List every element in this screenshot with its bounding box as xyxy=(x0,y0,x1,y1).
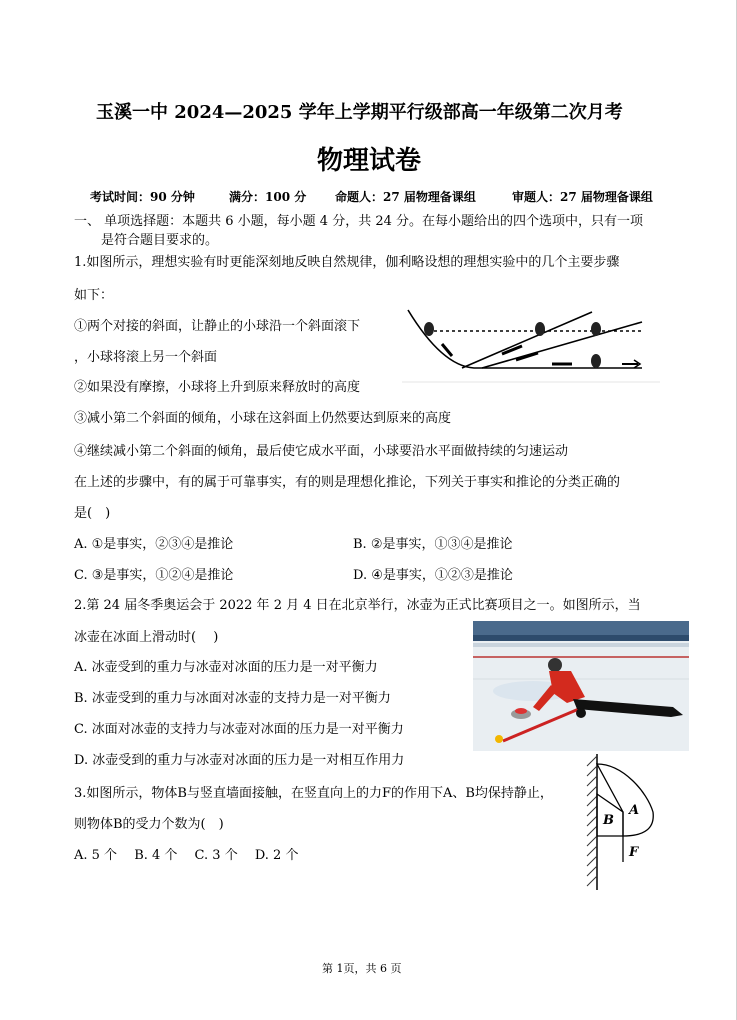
q1-question-line1: 在上述的步骤中，有的属于可靠事实，有的则是理想化推论，下列关于事实和推论的分类正确的 xyxy=(74,475,621,490)
q3-options: A. 5 个 B. 4 个 C. 3 个 D. 2 个 xyxy=(74,848,299,863)
q1-step4: ④继续减小第二个斜面的倾角，最后使它成水平面，小球要沿水平面做持续的匀速运动 xyxy=(74,444,569,459)
q1-step1a: ①两个对接的斜面，让静止的小球沿一个斜面滚下 xyxy=(74,319,361,334)
q1-option-a: A. ①是事实，②③④是推论 xyxy=(74,537,234,552)
reviewer: 审题人：27 届物理备课组 xyxy=(512,190,653,204)
q1-option-b: B. ②是事实，①③④是推论 xyxy=(353,537,513,552)
q1-stem-line2: 如下： xyxy=(74,288,114,303)
q1-question-line2: 是( ) xyxy=(74,506,111,521)
q1-step1b: ，小球将滚上另一个斜面 xyxy=(74,350,218,365)
q3-stem-line1: 3.如图所示，物体B与竖直墙面接触，在竖直向上的力F的作用下A、B均保持静止， xyxy=(74,786,553,801)
q2-stem-line1: 2.第 24 届冬季奥运会于 2022 年 2 月 4 日在北京举行，冰壶为正式比赛项目之一。如图所示，当 xyxy=(74,598,641,613)
label-f: F xyxy=(629,845,639,860)
q2-stem-line2: 冰壶在冰面上滑动时( ) xyxy=(74,630,219,645)
q2-option-b: B. 冰壶受到的重力与冰面对冰壶的支持力是一对平衡力 xyxy=(74,691,391,706)
q2-option-c: C. 冰面对冰壶的支持力与冰壶对冰面的压力是一对平衡力 xyxy=(74,722,404,737)
q1-option-d: D. ④是事实，①②③是推论 xyxy=(353,568,513,583)
exam-title: 玉溪一中 2024—2025 学年上学期平行级部高一年级第二次月考 xyxy=(96,102,623,123)
section1-heading-line1: 一、 单项选择题：本题共 6 小题，每小题 4 分，共 24 分。在每小题给出的四个选项中，只有一项 xyxy=(74,214,644,229)
setter: 命题人：27 届物理备课组 xyxy=(335,190,476,204)
label-a: A xyxy=(629,803,640,818)
q2-option-a: A. 冰壶受到的重力与冰壶对冰面的压力是一对平衡力 xyxy=(74,660,378,675)
section1-heading-line2: 是符合题目要求的。 xyxy=(101,233,219,248)
q1-step2: ②如果没有摩擦，小球将上升到原来释放时的高度 xyxy=(74,380,361,395)
full-score: 满分：100 分 xyxy=(229,190,307,204)
q3-stem-line2: 则物体B的受力个数为( ) xyxy=(74,817,224,832)
q1-stem-line1: 1.如图所示，理想实验有时更能深刻地反映自然规律，伽利略设想的理想实验中的几个主要步骤 xyxy=(74,255,620,270)
q2-option-d: D. 冰壶受到的重力与冰壶对冰面的压力是一对相互作用力 xyxy=(74,753,405,768)
page-footer: 第 1页，共 6 页 xyxy=(322,962,402,975)
label-b: B xyxy=(603,813,614,828)
exam-time: 考试时间：90 分钟 xyxy=(90,190,195,204)
q3-wall-figure xyxy=(583,752,657,892)
curling-photo xyxy=(473,621,689,751)
galileo-incline-figure xyxy=(402,296,660,384)
q1-step3: ③减小第二个斜面的倾角，小球在这斜面上仍然要达到原来的高度 xyxy=(74,411,452,426)
q1-option-c: C. ③是事实，①②④是推论 xyxy=(74,568,234,583)
subject-title: 物理试卷 xyxy=(317,146,422,176)
